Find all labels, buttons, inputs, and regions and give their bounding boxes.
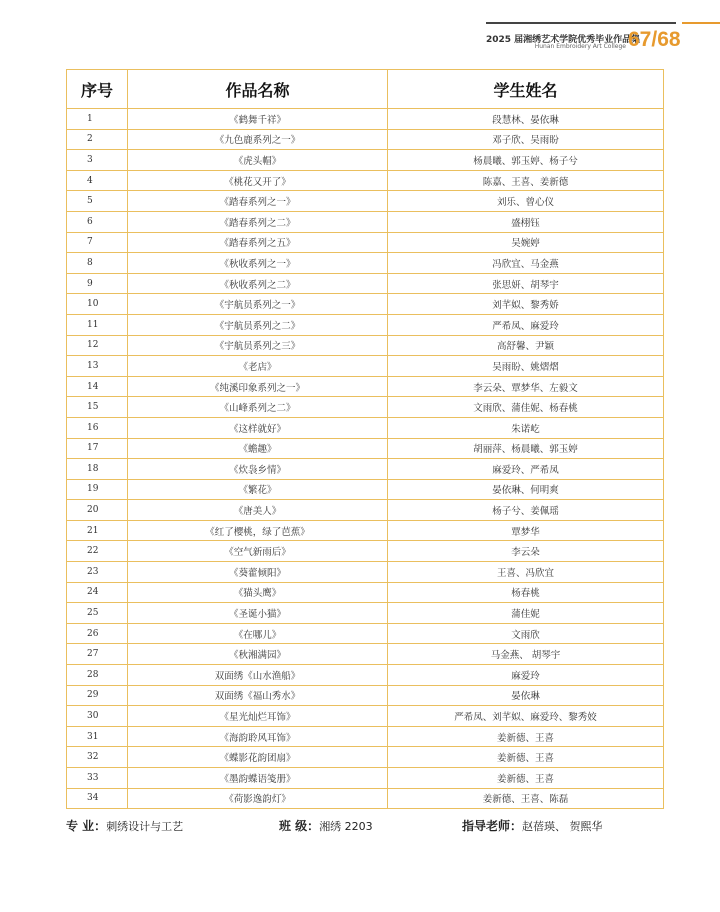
table-row [67, 253, 664, 274]
table-row [67, 397, 664, 418]
work-title: 《踏春系列之二》 [128, 211, 388, 232]
table-row [67, 706, 664, 727]
table-row [67, 644, 664, 665]
work-title: 《秋收系列之二》 [128, 273, 388, 294]
work-title: 《星光灿烂耳饰》 [128, 706, 388, 727]
row-number: 33 [67, 768, 128, 789]
work-title: 《秋收系列之一》 [128, 253, 388, 274]
work-title: 《蝶影花韵团扇》 [128, 747, 388, 768]
row-number: 32 [67, 747, 128, 768]
work-title: 《猫头鹰》 [128, 582, 388, 603]
student-names: 邓子欣、吴雨盼 [388, 129, 664, 150]
table-row [67, 747, 664, 768]
work-title: 《桃花又开了》 [128, 170, 388, 191]
student-names: 段慧林、晏依琳 [388, 109, 664, 130]
student-names: 胡丽萍、杨晨曦、郭玉婷 [388, 438, 664, 459]
student-names: 姜新德、王喜 [388, 768, 664, 789]
class-value: 湘绣 2203 [319, 820, 373, 833]
work-title: 《炊袅乡情》 [128, 459, 388, 480]
work-title: 《老店》 [128, 356, 388, 377]
table-row [67, 170, 664, 191]
row-number: 30 [67, 706, 128, 727]
table-row [67, 273, 664, 294]
row-number: 2 [67, 129, 128, 150]
student-names: 麻爱玲 [388, 665, 664, 686]
work-title: 《虎头帽》 [128, 150, 388, 171]
row-number: 3 [67, 150, 128, 171]
student-names: 刘芊姒、黎秀娇 [388, 294, 664, 315]
table-header-row [67, 70, 664, 109]
table-row [67, 376, 664, 397]
row-number: 9 [67, 273, 128, 294]
student-names: 姜新德、王喜、陈磊 [388, 788, 664, 809]
student-names: 吴婉婷 [388, 232, 664, 253]
work-title: 《葵藿倾阳》 [128, 562, 388, 583]
student-names: 晏依琳、何明爽 [388, 479, 664, 500]
row-number: 14 [67, 376, 128, 397]
row-number: 21 [67, 520, 128, 541]
work-title: 《踏春系列之五》 [128, 232, 388, 253]
row-number: 13 [67, 356, 128, 377]
row-number: 18 [67, 459, 128, 480]
table-row [67, 726, 664, 747]
works-table [66, 69, 664, 809]
row-number: 7 [67, 232, 128, 253]
table-row [67, 603, 664, 624]
student-names: 晏依琳 [388, 685, 664, 706]
student-names: 冯欣宜、马金燕 [388, 253, 664, 274]
table-row [67, 109, 664, 130]
header-work-title: 作品名称 [128, 70, 388, 109]
row-number: 31 [67, 726, 128, 747]
header-rule [486, 22, 676, 24]
student-names: 麻爱玲、严希凤 [388, 459, 664, 480]
work-title: 《空气新雨后》 [128, 541, 388, 562]
table-row [67, 150, 664, 171]
student-names: 杨春桃 [388, 582, 664, 603]
header-number: 序号 [67, 70, 128, 109]
student-names: 李云朵 [388, 541, 664, 562]
student-names: 王喜、冯欣宜 [388, 562, 664, 583]
row-number: 29 [67, 685, 128, 706]
work-title: 《这样就好》 [128, 417, 388, 438]
work-title: 《踏春系列之一》 [128, 191, 388, 212]
table-row [67, 479, 664, 500]
student-names: 杨子兮、姜佩瑶 [388, 500, 664, 521]
advisor-label: 指导老师： [462, 819, 523, 833]
row-number: 16 [67, 417, 128, 438]
table-row [67, 211, 664, 232]
work-title: 双面绣《福山秀水》 [128, 685, 388, 706]
table-row [67, 500, 664, 521]
table-row [67, 562, 664, 583]
table-row [67, 665, 664, 686]
work-title: 《宇航员系列之二》 [128, 314, 388, 335]
table-row [67, 191, 664, 212]
footer-info [66, 817, 676, 835]
table-row [67, 314, 664, 335]
student-names: 文雨欣 [388, 623, 664, 644]
work-title: 《海韵聆风耳饰》 [128, 726, 388, 747]
row-number: 27 [67, 644, 128, 665]
page-number: 67/68 [628, 28, 681, 51]
work-title: 《秋湘满园》 [128, 644, 388, 665]
table-row [67, 294, 664, 315]
table-row [67, 582, 664, 603]
student-names: 张思妍、胡琴宇 [388, 273, 664, 294]
row-number: 26 [67, 623, 128, 644]
table-row [67, 438, 664, 459]
student-names: 盛栩钰 [388, 211, 664, 232]
table-row [67, 685, 664, 706]
table-row [67, 459, 664, 480]
row-number: 10 [67, 294, 128, 315]
header-student-names: 学生姓名 [388, 70, 664, 109]
table-row [67, 541, 664, 562]
work-title: 《纯溪印象系列之一》 [128, 376, 388, 397]
row-number: 5 [67, 191, 128, 212]
major-info [66, 817, 183, 834]
row-number: 1 [67, 109, 128, 130]
student-names: 姜新德、王喜 [388, 726, 664, 747]
student-names: 文雨欣、蒲佳妮、杨春桃 [388, 397, 664, 418]
student-names: 严希凤、刘芊姒、麻爱玲、黎秀姣 [388, 706, 664, 727]
student-names: 覃梦华 [388, 520, 664, 541]
work-title: 《蟾趣》 [128, 438, 388, 459]
table-row [67, 788, 664, 809]
work-title: 《宇航员系列之一》 [128, 294, 388, 315]
table-row [67, 520, 664, 541]
advisor-value: 赵蓓瑛、 贺熙华 [522, 820, 603, 833]
work-title: 双面绣《山水渔船》 [128, 665, 388, 686]
work-title: 《唐美人》 [128, 500, 388, 521]
table-row [67, 335, 664, 356]
work-title: 《宇航员系列之三》 [128, 335, 388, 356]
row-number: 15 [67, 397, 128, 418]
major-label: 专 业： [66, 819, 107, 833]
row-number: 6 [67, 211, 128, 232]
work-title: 《红了樱桃，绿了芭蕉》 [128, 520, 388, 541]
table-row [67, 623, 664, 644]
table-row [67, 356, 664, 377]
row-number: 8 [67, 253, 128, 274]
work-title: 《繁花》 [128, 479, 388, 500]
work-title: 《圣诞小猫》 [128, 603, 388, 624]
work-title: 《墨韵蝶语笺册》 [128, 768, 388, 789]
work-title: 《山峰系列之二》 [128, 397, 388, 418]
row-number: 20 [67, 500, 128, 521]
row-number: 12 [67, 335, 128, 356]
header-accent-rule [682, 22, 720, 24]
row-number: 11 [67, 314, 128, 335]
advisor-info [462, 817, 603, 834]
student-names: 杨晨曦、郭玉婷、杨子兮 [388, 150, 664, 171]
student-names: 朱诺屹 [388, 417, 664, 438]
major-value: 刺绣设计与工艺 [106, 820, 184, 833]
row-number: 4 [67, 170, 128, 191]
student-names: 马金燕、 胡琴宇 [388, 644, 664, 665]
row-number: 17 [67, 438, 128, 459]
row-number: 34 [67, 788, 128, 809]
work-title: 《鹤舞千祥》 [128, 109, 388, 130]
student-names: 陈嘉、王喜、姜新德 [388, 170, 664, 191]
work-title: 《九色鹿系列之一》 [128, 129, 388, 150]
table-row [67, 232, 664, 253]
collection-title: 2025 届湘绣艺术学院优秀毕业作品集 [486, 35, 641, 45]
student-names: 蒲佳妮 [388, 603, 664, 624]
work-title: 《在哪儿》 [128, 623, 388, 644]
row-number: 22 [67, 541, 128, 562]
table-row [67, 129, 664, 150]
row-number: 19 [67, 479, 128, 500]
row-number: 25 [67, 603, 128, 624]
student-names: 姜新德、王喜 [388, 747, 664, 768]
work-title: 《荷影逸韵灯》 [128, 788, 388, 809]
student-names: 刘乐、曾心仪 [388, 191, 664, 212]
row-number: 28 [67, 665, 128, 686]
class-info [279, 817, 373, 834]
row-number: 24 [67, 582, 128, 603]
student-names: 吴雨盼、姚熠熠 [388, 356, 664, 377]
student-names: 高舒馨、尹颖 [388, 335, 664, 356]
class-label: 班 级： [279, 819, 320, 833]
college-english-name: Hunan Embroidery Art College [534, 43, 626, 50]
row-number: 23 [67, 562, 128, 583]
student-names: 严希凤、麻爱玲 [388, 314, 664, 335]
table-row [67, 417, 664, 438]
student-names: 李云朵、覃梦华、左毅文 [388, 376, 664, 397]
table-row [67, 768, 664, 789]
